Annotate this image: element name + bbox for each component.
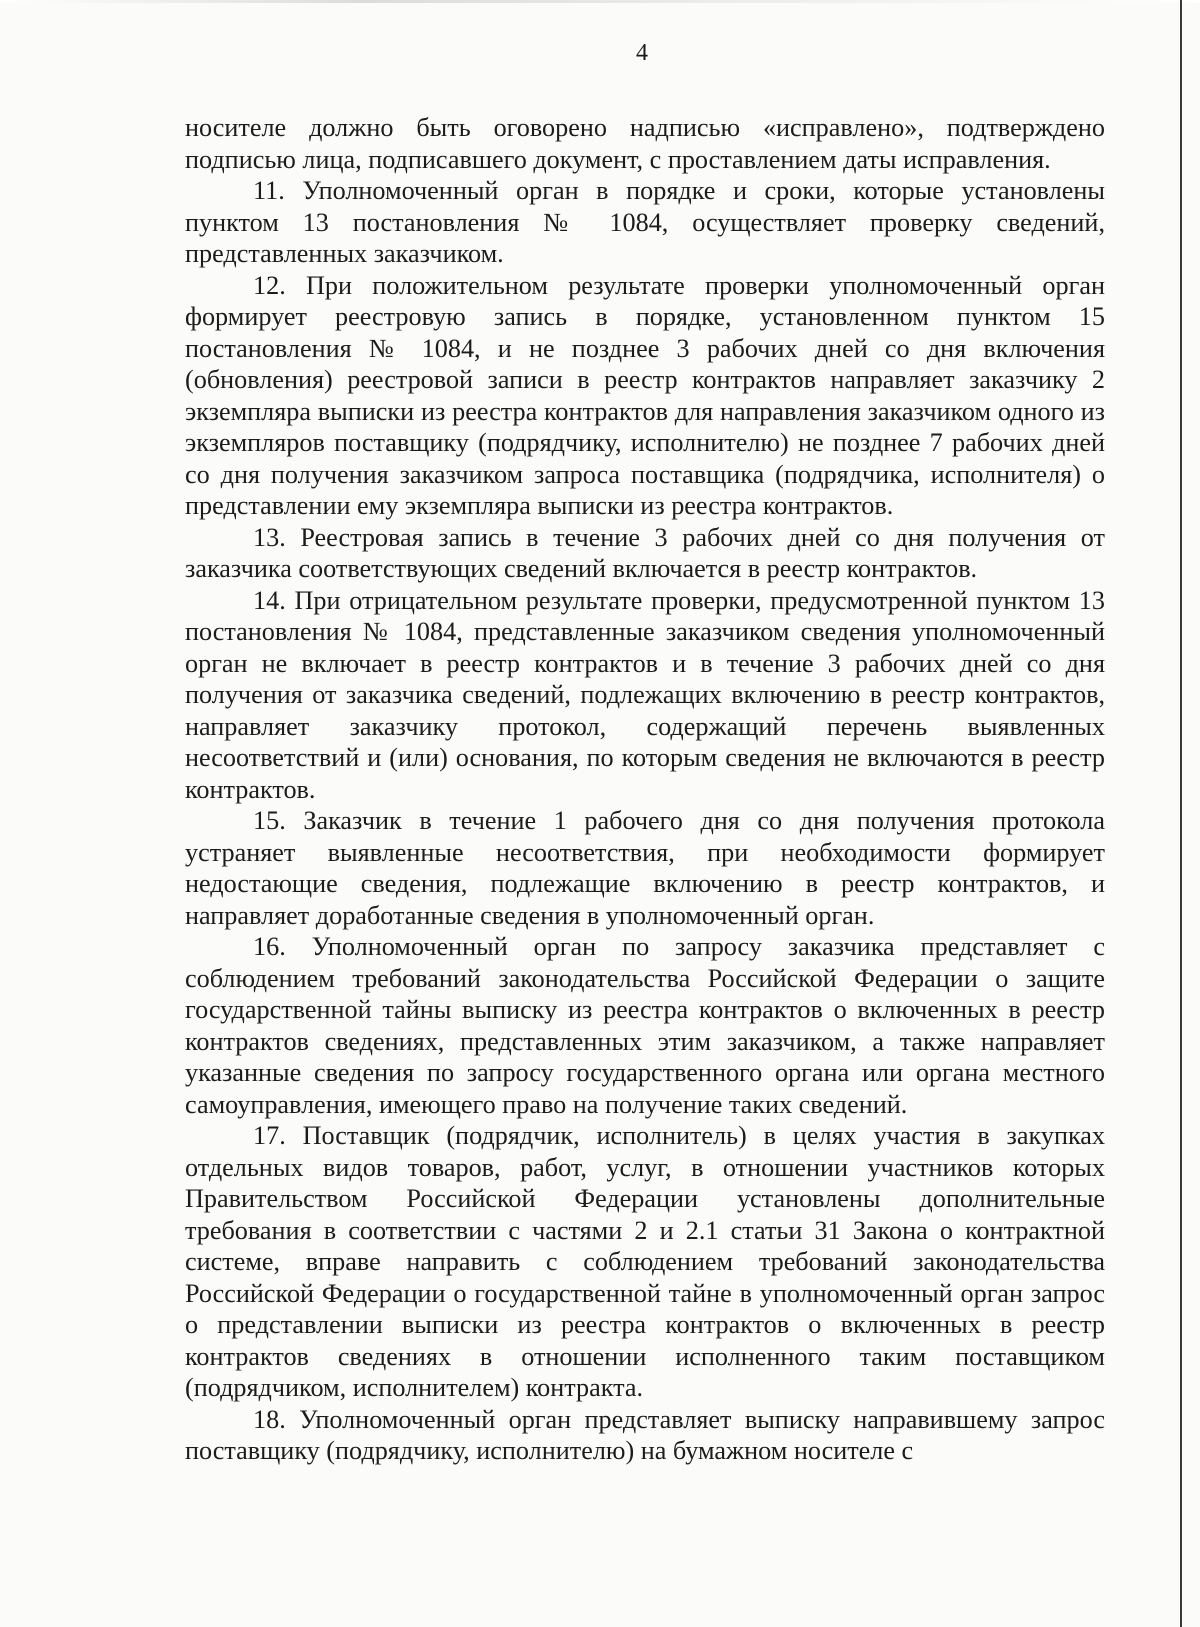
paragraph-16: 16. Уполномоченный орган по запросу заказчика представляет с соблюдением требований законодательства Российской Федерации о защите государственной тайны выписку из реестра контрактов о включенных в реестр контрактов сведениях, представленных этим заказчиком, а также направляет указанные сведения по запросу государственного органа или органа местного самоуправления, имеющего право на получение таких сведений. (185, 932, 1105, 1119)
paragraph-12: 12. При положительном результате проверки уполномоченный орган формирует реестровую запись в порядке, установленном пунктом 15 постановления № 1084, и не позднее 3 рабочих дней со дня включения (обновления) реестровой записи в реестр контрактов направляет заказчику 2 экземпляра выписки из реестра контрактов для направления заказчиком одного из экземпляров поставщику (подрядчику, исполнителю) не позднее 7 рабочих дней со дня получения заказчиком запроса поставщика (подрядчика, исполнителя) о представлении ему экземпляра выписки из реестра контрактов. (185, 270, 1105, 520)
paragraph-13: 13. Реестровая запись в течение 3 рабочих дней со дня получения от заказчика соответствующих сведений включается в реестр контрактов. (185, 522, 1105, 583)
paragraph-14: 14. При отрицательном результате проверки, предусмотренной пунктом 13 постановления № 1084, представленные заказчиком сведения уполномоченный орган не включает в реестр контрактов и в течение 3 рабочих дней со дня получения от заказчика сведений, подлежащих включению в реестр контрактов, направляет заказчику протокол, содержащий перечень выявленных несоответствий и (или) основания, по которым сведения не включаются в реестр контрактов. (185, 585, 1105, 804)
scan-right-edge (1180, 0, 1182, 1627)
document-body (185, 112, 1105, 1467)
paragraph-15: 15. Заказчик в течение 1 рабочего дня со дня получения протокола устраняет выявленные несоответствия, при необходимости формирует недостающие сведения, подлежащие включению в реестр контрактов, и направляет доработанные сведения в уполномоченный орган. (185, 806, 1105, 930)
paragraph-11: 11. Уполномоченный орган в порядке и сроки, которые установлены пунктом 13 постановления № 1084, осуществляет проверку сведений, представленных заказчиком. (185, 176, 1105, 268)
page-number: 4 (636, 40, 648, 66)
paragraph-17: 17. Поставщик (подрядчик, исполнитель) в целях участия в закупках отдельных видов товаров, работ, услуг, в отношении участников которых Правительством Российской Федерации установлены дополнительные требования в соответствии с частями 2 и 2.1 статьи 31 Закона о контрактной системе, вправе направить с соблюдением требований законодательства Российской Федерации о государственной тайне в уполномоченный орган запрос о представлении выписки из реестра контрактов о включенных в реестр контрактов сведениях в отношении исполненного таким поставщиком (подрядчиком, исполнителем) контракта. (185, 1121, 1105, 1402)
paragraph-continuation: носителе должно быть оговорено надписью «исправлено», подтверждено подписью лица, подписавшего документ, с проставлением даты исправления. (185, 113, 1105, 174)
scan-top-edge (0, 0, 1200, 3)
paragraph-18: 18. Уполномоченный орган представляет выписку направившему запрос поставщику (подрядчику, исполнителю) на бумажном носителе с (185, 1404, 1105, 1465)
